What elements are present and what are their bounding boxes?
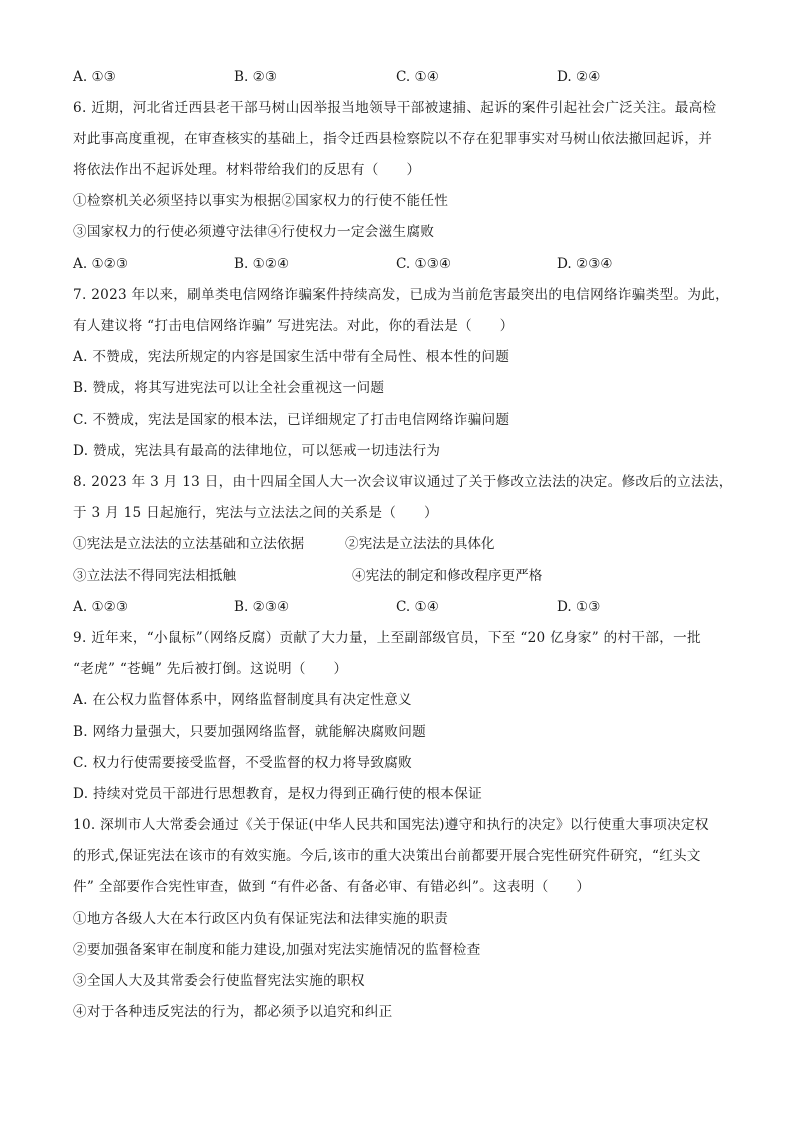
q6-option-c[interactable]: C. ①③④ [396,256,452,272]
q9-choice-a[interactable]: A. 在公权力监督体系中，网络监督制度具有决定性意义 [73,692,412,708]
q7-choice-a[interactable]: A. 不赞成，宪法所规定的内容是国家生活中带有全局性、根本性的问题 [73,349,510,365]
q10-stem-line: 的形式,保证宪法在该市的有效实施。今后,该市的重大决策出台前都要开展合宪性研究件研究，“红头文 [73,848,701,864]
q8-statement-4: ④宪法的制定和修改程序更严格 [352,568,543,584]
q10-statement: ①地方各级人大在本行政区内负有保证宪法和法律实施的职责 [73,911,449,927]
q10-statement: ③全国人大及其常委会行使监督宪法实施的职权 [73,973,365,989]
q6-option-b[interactable]: B. ①②④ [234,256,290,272]
q8-statement-3: ③立法法不得同宪法相抵触 [73,568,237,584]
q7-choice-b[interactable]: B. 赞成，将其写进宪法可以让全社会重视这一问题 [73,380,385,396]
q8-option-b[interactable]: B. ②③④ [234,599,290,615]
q9-choice-d[interactable]: D. 持续对党员干部进行思想教育，是权力得到正确行使的根本保证 [73,786,482,802]
q8-statement-2: ②宪法是立法法的具体化 [345,536,495,552]
q7-stem-line: 7. 2023 年以来，刷单类电信网络诈骗案件持续高发，已成为当前危害最突出的电信网络诈骗类型。为此， [73,287,730,303]
q7-choice-c[interactable]: C. 不赞成，宪法是国家的根本法，已详细规定了打击电信网络诈骗问题 [73,412,510,428]
q8-stem-line: 8. 2023 年 3 月 13 日，由十四届全国人大一次会议审议通过了关于修改立法法的决定。修改后的立法法， [73,474,733,490]
q8-option-a[interactable]: A. ①②③ [73,599,129,615]
q5-option-d[interactable]: D. ②④ [557,69,601,85]
q9-choice-c[interactable]: C. 权力行使需要接受监督，不受监督的权力将导致腐败 [73,755,413,771]
q8-option-d[interactable]: D. ①③ [557,599,601,615]
q8-option-c[interactable]: C. ①④ [396,599,439,615]
q5-option-a[interactable]: A. ①③ [73,69,116,85]
q10-stem-line: 10. 深圳市人大常委会通过《关于保证(中华人民共和国宪法)遵守和执行的决定》以行使重大事项决定权 [73,817,709,833]
q5-option-c[interactable]: C. ①④ [396,69,439,85]
q10-stem-line: 件” 全部要作合宪性审查，做到 “有件必备、有备必审、有错必纠”。这表明（ ） [73,879,591,895]
q10-statement: ②要加强备案审在制度和能力建设,加强对宪法实施情况的监督检查 [73,942,481,958]
q9-choice-b[interactable]: B. 网络力量强大，只要加强网络监督，就能解决腐败问题 [73,724,426,740]
q6-stem-line: 将依法作出不起诉处理。材料带给我们的反思有（ ） [73,162,421,178]
q8-stem-line: 于 3 月 15 日起施行，宪法与立法法之间的关系是（ ） [73,505,438,521]
q6-option-a[interactable]: A. ①②③ [73,256,129,272]
q6-statement: ①检察机关必须坚持以事实为根据②国家权力的行使不能任性 [73,193,449,209]
q6-statement: ③国家权力的行使必须遵守法律④行使权力一定会滋生腐败 [73,224,435,240]
q6-option-d[interactable]: D. ②③④ [557,256,613,272]
q10-statement: ④对于各种违反宪法的行为，都必须予以追究和纠正 [73,1004,393,1020]
q8-statement-1: ①宪法是立法法的立法基础和立法依据 [73,536,305,552]
q7-choice-d[interactable]: D. 赞成，宪法具有最高的法律地位，可以惩戒一切违法行为 [73,443,441,459]
q9-stem-line: “老虎” “苍蝇” 先后被打倒。这说明（ ） [73,661,348,677]
q6-stem-line: 6. 近期，河北省迁西县老干部马树山因举报当地领导干部被逮捕、起诉的案件引起社会广泛关注。最高检 [73,100,717,116]
q5-option-b[interactable]: B. ②③ [234,69,278,85]
q9-stem-line: 9. 近年来，“小鼠标”（网络反腐）贡献了大力量，上至副部级官员，下至 “20 亿身家” 的村干部，一批 [73,630,701,646]
q6-stem-line: 对此事高度重视，在审查核实的基础上，指令迁西县检察院以不存在犯罪事实对马树山依法撤回起诉，并 [73,131,713,147]
q7-stem-line: 有人建议将 “打击电信网络诈骗” 写进宪法。对此，你的看法是（ ） [73,318,514,334]
